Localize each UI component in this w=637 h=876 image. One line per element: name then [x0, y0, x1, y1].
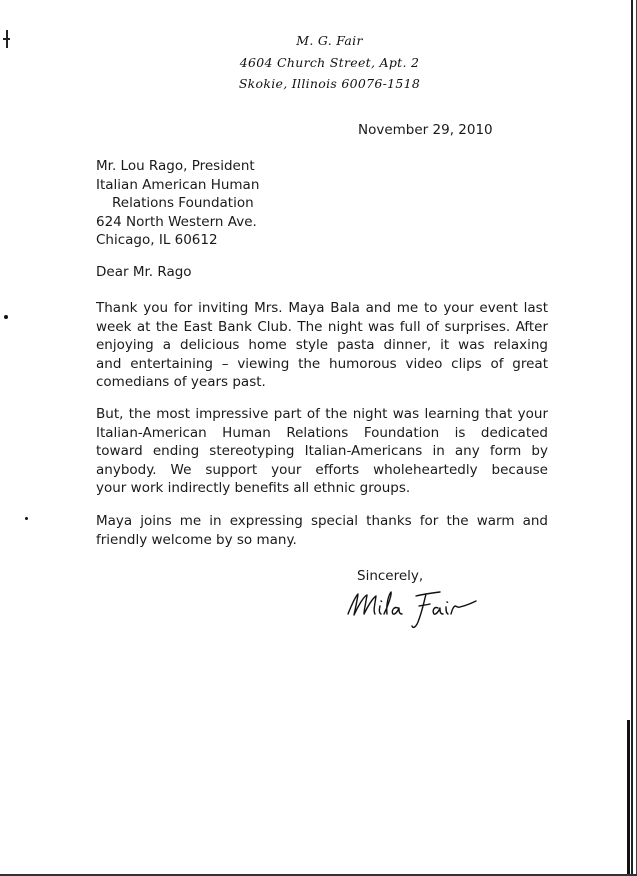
paragraph-line: Thank you for inviting Mrs. Maya Bala and me to your event last: [96, 300, 548, 316]
paragraph-line: comedians of years past.: [96, 374, 266, 391]
recipient-org-line2: Relations Foundation: [112, 195, 254, 212]
letterhead-city: Skokie, Illinois 60076-1518: [238, 76, 421, 91]
letterhead-street: 4604 Church Street, Apt. 2: [239, 54, 420, 70]
recipient-city: Chicago, IL 60612: [96, 232, 218, 249]
recipient-org-line1: Italian American Human: [96, 176, 260, 193]
body-paragraph-3: [96, 512, 548, 549]
scan-edge-right-dark: [627, 720, 630, 876]
paragraph-line: toward ending stereotyping Italian-Americans in any form by: [96, 443, 548, 460]
closing: Sincerely,: [357, 568, 424, 584]
paragraph-line: enjoying a delicious home style pasta dinner, it was relaxing: [96, 337, 548, 354]
signature-icon: [342, 584, 492, 632]
paragraph-line: week at the East Bank Club. The night was full of surprises. After: [96, 318, 548, 335]
recipient-name: Mr. Lou Rago, President: [96, 158, 255, 174]
paragraph-line: Maya joins me in expressing special thanks for the warm and: [96, 513, 548, 529]
paragraph-line: friendly welcome by so many.: [96, 531, 297, 548]
scan-speck: [4, 315, 8, 319]
salutation: Dear Mr. Rago: [96, 264, 192, 280]
paragraph-line: your work indirectly benefits all ethnic groups.: [96, 480, 411, 497]
scan-speck: [25, 517, 28, 520]
body-paragraph-2: [96, 405, 548, 498]
recipient-street: 624 North Western Ave.: [96, 213, 257, 230]
scan-edge-right: [631, 0, 633, 876]
letterhead: [0, 30, 637, 95]
paragraph-line: anybody. We support your efforts wholeheartedly because: [96, 461, 548, 478]
paragraph-line: and entertaining – viewing the humorous video clips of great: [96, 355, 548, 372]
recipient-address: [96, 157, 259, 250]
letter-date: November 29, 2010: [358, 122, 493, 138]
paragraph-line: But, the most impressive part of the night was learning that your: [96, 406, 548, 422]
paragraph-line: Italian-American Human Relations Foundation is dedicated: [96, 424, 548, 441]
letterhead-name: M. G. Fair: [296, 33, 363, 48]
body-paragraph-1: [96, 299, 548, 392]
